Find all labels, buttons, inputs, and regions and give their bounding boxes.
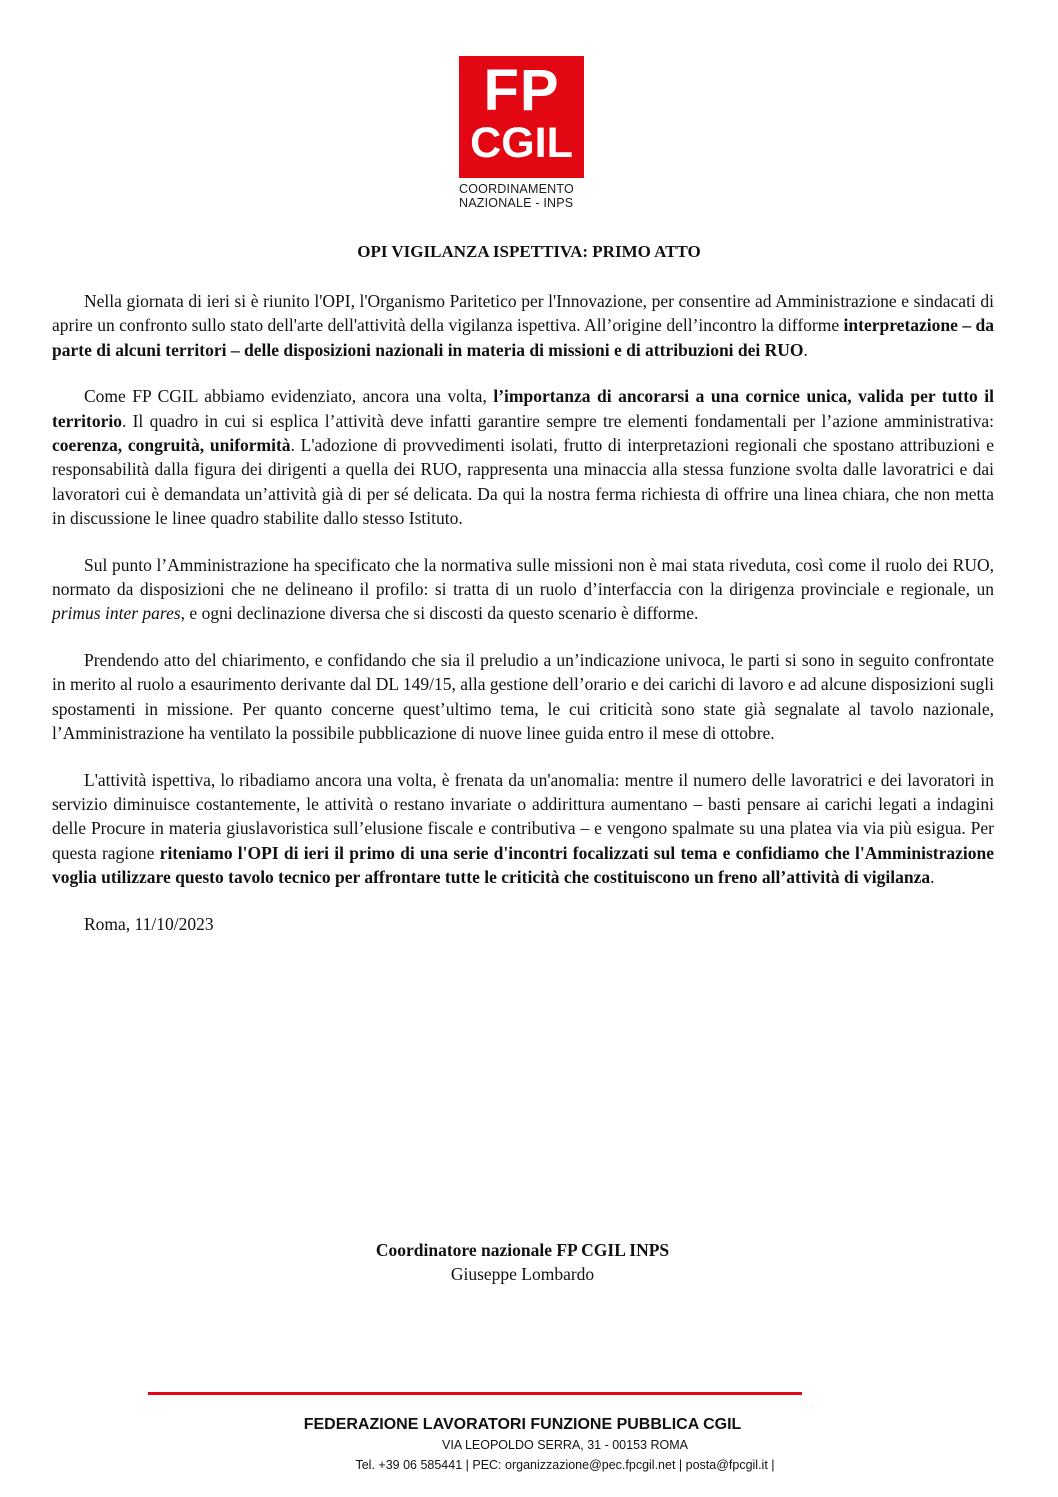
logo-fp-text: FP: [483, 58, 560, 123]
logo-cgil-text: CGIL: [470, 119, 573, 167]
p1-text-c: .: [803, 339, 808, 360]
footer-divider: [148, 1392, 802, 1395]
paragraph-4: Prendendo atto del chiarimento, e confidando che sia il preludio a un’indicazione univoca, le parti si sono in seguito confrontate in merito al ruolo a esaurimento derivante dal DL 149/15, alla gestione dell’orario e dei carichi di lavoro e ad alcune disposizioni sugli spostamenti in missione. Per quanto concerne quest’ultimo tema, le cui criticità sono state già segnalate al tavolo nazionale, l’Amministrazione ha ventilato la possibile pubblicazione di nuove linee guida entro il mese di ottobre.: [52, 649, 994, 744]
p2-text-a: Come FP CGIL abbiamo evidenziato, ancora una volta,: [84, 386, 494, 407]
p2-text-e: . L'adozione di provvedimenti isolati, frutto di interpretazioni regionali che spostano attribuzioni e responsabilità dalla figura dei dirigenti a quella dei RUO, rappresenta una minaccia alla stessa funzione svolta dalle lavoratrici e dai lavoratori cui è demandata un’attività già di per sé delicata. Da qui la nostra ferma richiesta di offrire una linea chiara, che non metta in discussione le linee quadro stabilite dallo stesso Istituto.: [52, 435, 994, 529]
signature-name: Giuseppe Lombardo: [450, 1264, 595, 1284]
p5-text-a: L'attività ispettiva, lo ribadiamo ancora una volta, è frenata da un'anomalia: mentre il numero delle lavoratrici e dei lavoratori in servizio diminuisce costantemente, le attività o restano invariate o addirittura aumentano – basti pensare ai carichi legati a indagini delle Procure in materia giuslavoristica sull’elusione fiscale e contributiva – e vengono spalmate su una platea via via più esigua. Per questa ragione: [52, 769, 994, 863]
logo-red-box: [459, 56, 584, 178]
p2-text-c: . Il quadro in cui si esplica l’attività deve infatti garantire sempre tre elementi fondamentali per l’azione amministrativa:: [121, 410, 994, 431]
p3-italic: primus inter pares: [52, 603, 181, 624]
document-title: OPI VIGILANZA ISPETTIVA: PRIMO ATTO: [357, 242, 701, 261]
signature-block: [0, 1238, 1045, 1286]
paragraph-2: [52, 384, 994, 530]
fp-cgil-logo: [459, 56, 587, 210]
footer: [0, 1414, 1045, 1476]
p2-bold-2: coerenza, congruità, uniformità: [52, 435, 291, 456]
signature-role: Coordinatore nazionale FP CGIL INPS: [375, 1240, 670, 1260]
paragraph-5: [52, 768, 994, 890]
p2-bold-1: l’importanza di ancorarsi a una cornice unica, valida per tutto il territorio: [52, 386, 994, 431]
paragraph-1: [52, 289, 994, 362]
p1-text-a: Nella giornata di ieri si è riunito l'OPI, l'Organismo Paritetico per l'Innovazione, per consentire ad Amministrazione e sindacati di aprire un confronto sullo stato dell'arte dell'attività della vigilanza ispettiva. All’origine dell’incontro la difforme: [52, 291, 994, 336]
footer-contacts: Tel. +39 06 585441 | PEC: organizzazione@pec.fpcgil.net | posta@fpcgil.it |: [355, 1458, 775, 1472]
p3-text-c: , e ogni declinazione diversa che si discosti da questo scenario è difforme.: [180, 603, 699, 624]
logo-subtitle-2: NAZIONALE - INPS: [459, 196, 574, 210]
footer-organization: FEDERAZIONE LAVORATORI FUNZIONE PUBBLICA CGIL: [303, 1416, 742, 1433]
document-date: Roma, 11/10/2023: [84, 913, 214, 934]
p5-bold: riteniamo l'OPI di ieri il primo di una serie d'incontri focalizzati sul tema e confidiamo che l'Amministrazione voglia utilizzare questo tavolo tecnico per affrontare tutte le criticità che costituiscono un freno all’attività di vigilanza: [52, 842, 994, 888]
p3-text-a: Sul punto l’Amministrazione ha specificato che la normativa sulle missioni non è mai stata riveduta, così come il ruolo dei RUO, normato da disposizioni che ne delineano il profilo: si tratta di un ruolo d’interfaccia con la dirigenza provinciale e regionale, un: [52, 554, 994, 600]
p1-bold: interpretazione – da parte di alcuni territori – delle disposizioni nazionali in materia di missioni e di attribuzioni dei RUO: [52, 315, 994, 360]
p5-text-c: .: [930, 867, 935, 888]
document-body: [52, 289, 994, 958]
footer-address: VIA LEOPOLDO SERRA, 31 - 00153 ROMA: [442, 1438, 688, 1452]
paragraph-3: [52, 553, 994, 626]
logo-subtitle-1: COORDINAMENTO: [459, 182, 574, 196]
